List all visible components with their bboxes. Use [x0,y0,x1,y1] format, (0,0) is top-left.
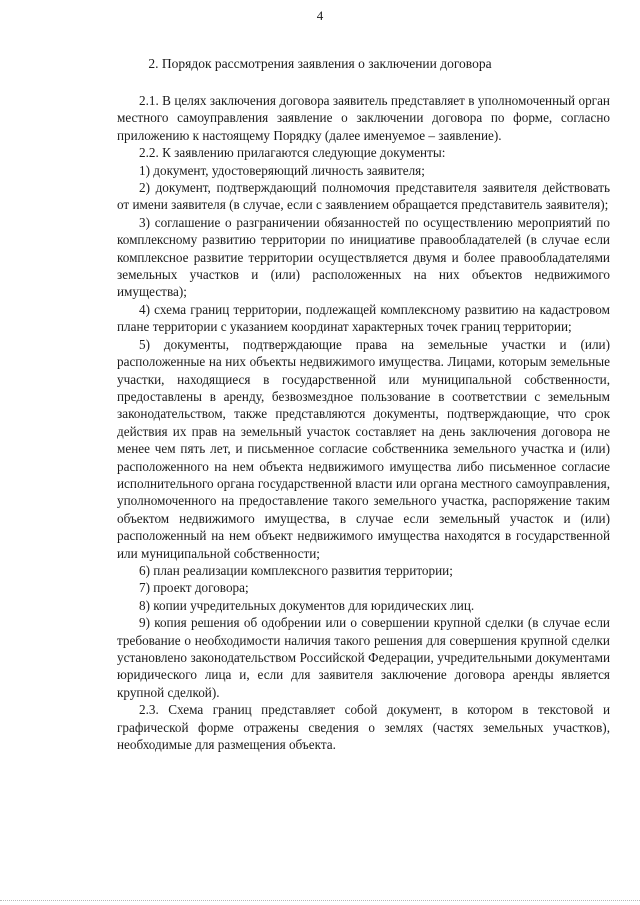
paragraph-2-2: 2.2. К заявлению прилагаются следующие документы: [139,145,446,161]
list-item-5: 5) документы, подтверждающие права на земельные участки и (или) расположенные на них объекты недвижимого имущества. Лицами, которым земельные участки, находящиеся в государственной или муниципальной собственности, предоставлены в аренду, безвозмездное пользование в соответствии с земельным законодательством, также представляются документы, подтверждающие, что срок действия их прав на земельный участок составляет на день заключения договора не менее чем пять лет, и письменное согласие собственника земельного участка и (или) расположенного на нем объекта недвижимого имущества либо письменное согласие исполнительного органа государственной власти или органа местного самоуправления, уполномоченного на предоставление такого земельного участка, распоряжение таким объектом недвижимого имущества, в случае если земельный участок и (или) расположенный на нем объект недвижимого имущества находятся в государственной или муниципальной собственности; [117,336,610,561]
list-item-4: 4) схема границ территории, подлежащей комплексному развитию на кадастровом плане территории с указанием координат характерных точек границ территории; [117,301,610,335]
list-item-8: 8) копии учредительных документов для юридических лиц. [139,597,475,613]
paragraph-2-3: 2.3. Схема границ представляет собой документ, в котором в текстовой и графической форме отражены сведения о землях (частях земельных участков), необходимые для размещения объекта. [117,702,610,753]
list-item-3: 3) соглашение о разграничении обязанностей по осуществлению мероприятий по комплексному развитию территории по инициативе правообладателей (в случае если комплексное развитие территории осуществляется двумя и более правообладателями земельных участков и (или) расположенных на них объектов недвижимого имущества); [117,214,610,300]
paragraph-2-1: 2.1. В целях заключения договора заявитель представляет в уполномоченный орган местного самоуправления заявление о заключении договора по форме, согласно приложению к настоящему Порядку (далее именуемое – заявление). [117,93,610,143]
page-number: 4 [316,8,324,23]
list-item-9: 9) копия решения об одобрении или о совершении крупной сделки (в случае если требование о необходимости наличия такого решения для совершения крупной сделки установлено законодательством Российской Федерации, учредительными документами юридического лица и, если для заявителя заключение договора аренды является крупной сделкой). [117,615,610,700]
section-title: 2. Порядок рассмотрения заявления о заключении договора [148,56,492,71]
list-item-1: 1) документ, удостоверяющий личность заявителя; [139,162,425,178]
list-item-2: 2) документ, подтверждающий полномочия представителя заявителя действовать от имени заявителя (в случае, если с заявлением обращается представитель заявителя); [117,180,610,213]
list-item-7: 7) проект договора; [139,580,249,596]
page-edge-rule [0,900,640,901]
document-body [117,92,610,753]
list-item-6: 6) план реализации комплексного развития территории; [139,562,453,578]
